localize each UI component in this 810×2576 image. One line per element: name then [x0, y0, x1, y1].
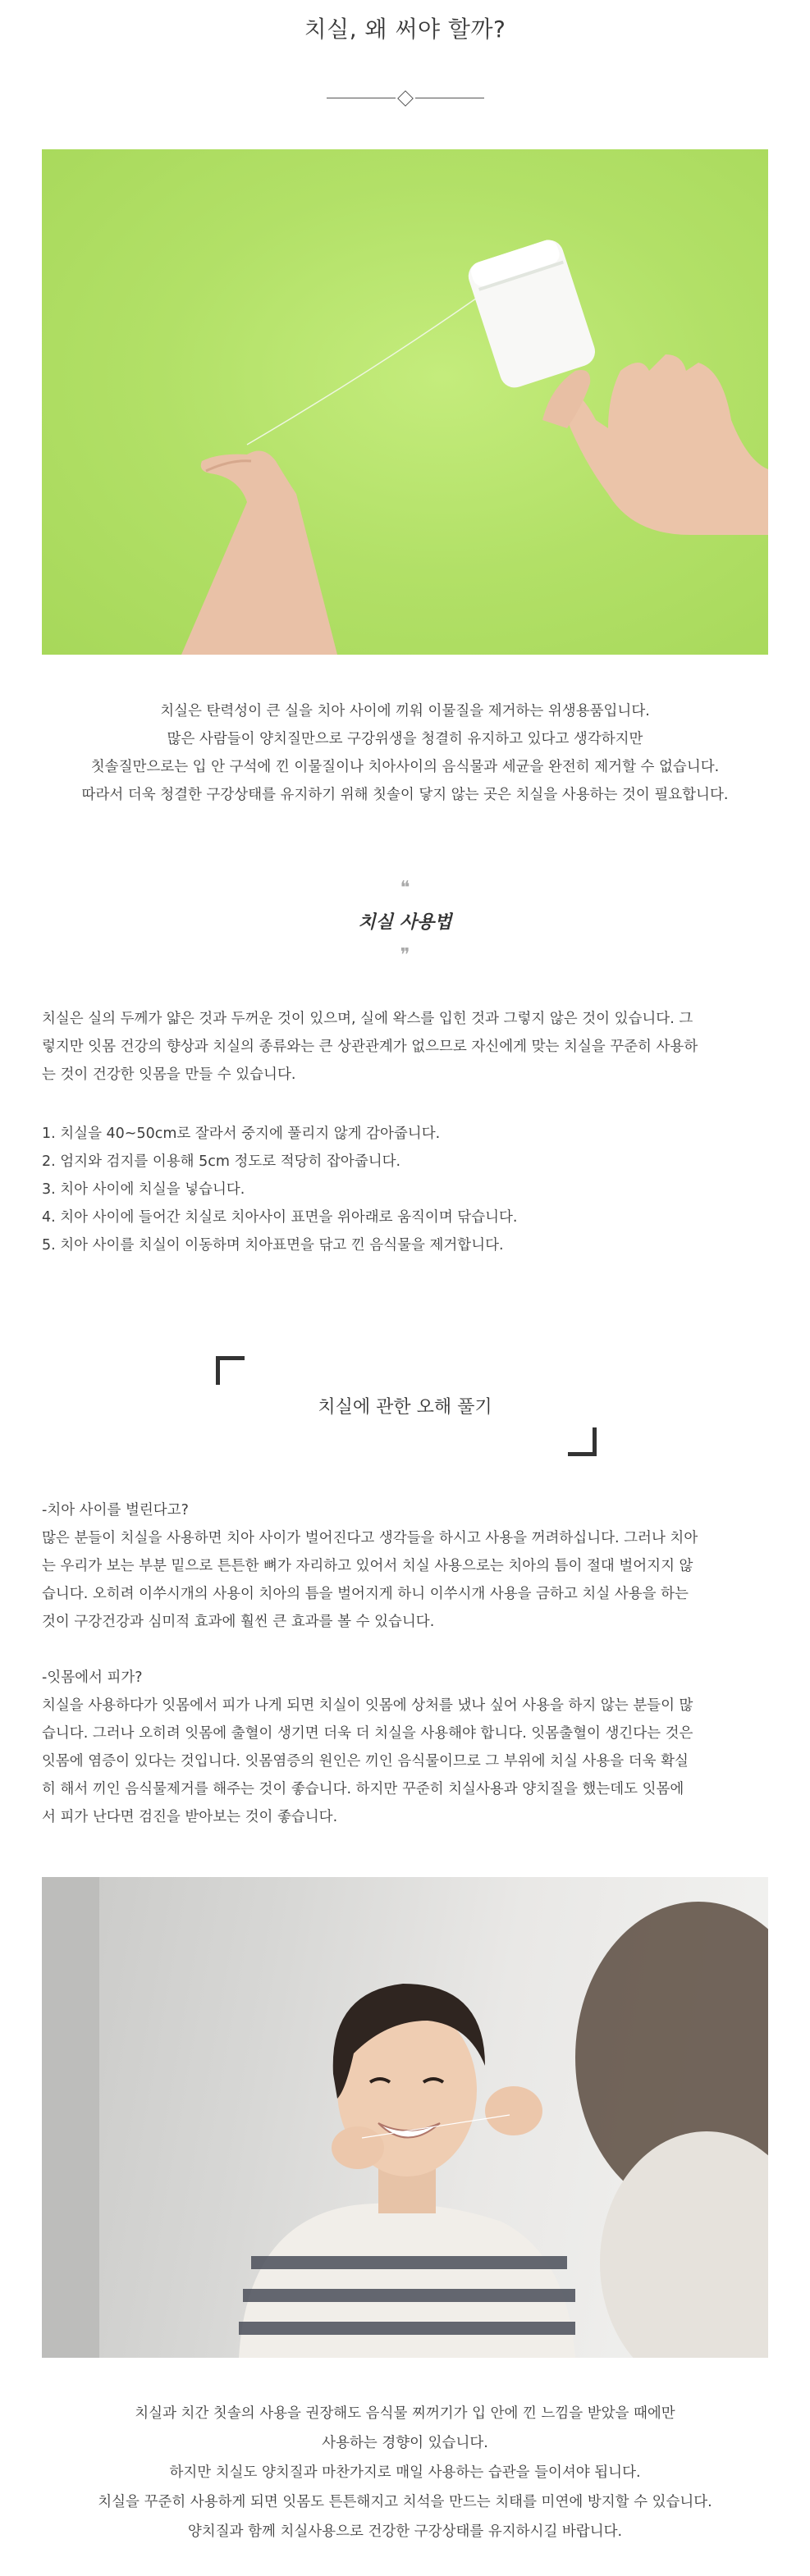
usage-line: 렇지만 잇몸 건강의 향상과 치실의 종류와는 큰 상관관계가 없으므로 자신에게 맞는 치실을 꾸준히 사용하 [42, 1039, 698, 1055]
intro-line: 치실은 탄력성이 큰 실을 치아 사이에 끼워 이물질을 제거하는 위생용품입니다. [160, 703, 650, 719]
closing-line: 사용하는 경향이 있습니다. [322, 2435, 488, 2451]
myth-line: 치실을 사용하다가 잇몸에서 피가 나게 되면 치실이 잇몸에 상처를 냈나 싶어 사용을 하지 않는 분들이 많 [42, 1697, 693, 1714]
closing-line: 양치질과 함께 치실사용으로 건강한 구강상태를 유지하시길 바랍니다. [187, 2523, 623, 2540]
closing-line: 치실을 꾸준히 사용하게 되면 잇몸도 튼튼해지고 치석을 만드는 치태를 미연에 방지할 수 있습니다. [98, 2494, 712, 2510]
myth-paragraph [42, 1524, 768, 1636]
myths-title: 치실에 관한 오해 풀기 [318, 1397, 492, 1418]
quote-close-icon: ❞ [400, 945, 410, 966]
page-title: 치실, 왜 써야 할까? [304, 16, 506, 43]
diamond-icon [397, 90, 414, 107]
list-item: 2. 엄지와 검지를 이용해 5cm 정도로 적당히 잡아줍니다. [42, 1153, 401, 1170]
closing-line: 치실과 치간 칫솔의 사용을 권장해도 음식물 찌꺼기가 입 안에 낀 느낌을 받았을 때에만 [135, 2405, 675, 2422]
usage-line: 는 것이 건강한 잇몸을 만들 수 있습니다. [42, 1066, 296, 1083]
intro-line: 따라서 더욱 청결한 구강상태를 유지하기 위해 칫솔이 닿지 않는 곳은 치실을 사용하는 것이 필요합니다. [81, 787, 729, 803]
intro-paragraph [0, 697, 810, 809]
myth-line: 습니다. 그러나 오히려 잇몸에 출혈이 생기면 더욱 더 치실을 사용해야 합니다. 잇몸출혈이 생긴다는 것은 [42, 1725, 693, 1742]
myth-line: 것이 구강건강과 심미적 효과에 훨씬 큰 효과를 볼 수 있습니다. [42, 1614, 435, 1630]
usage-steps-list [42, 1120, 768, 1259]
list-item: 3. 치아 사이에 치실을 넣습니다. [42, 1181, 245, 1198]
list-item: 4. 치아 사이에 들어간 치실로 치아사이 표면을 위아래로 움직이며 닦습니다. [42, 1209, 518, 1226]
myth-line: 습니다. 오히려 이쑤시개의 사용이 치아의 틈을 벌어지게 하니 이쑤시개 사용을 금하고 치실 사용을 하는 [42, 1586, 689, 1602]
usage-title: 치실 사용법 [358, 912, 452, 933]
closing-line: 하지만 치실도 양치질과 마찬가지로 매일 사용하는 습관을 들이셔야 됩니다. [169, 2464, 641, 2481]
myth-paragraph [42, 1692, 768, 1831]
list-item: 5. 치아 사이를 치실이 이동하며 치아표면을 닦고 낀 음식물을 제거합니다. [42, 1237, 504, 1254]
title-divider [327, 90, 484, 107]
corner-bracket-bottom-right [568, 1427, 597, 1456]
corner-bracket-top-left [216, 1356, 245, 1385]
myth-line: 잇몸에 염증이 있다는 것입니다. 잇몸염증의 원인은 끼인 음식물이므로 그 부위에 치실 사용을 더욱 확실 [42, 1753, 689, 1770]
closing-paragraph [0, 2399, 810, 2546]
usage-paragraph [42, 1005, 768, 1089]
intro-line: 많은 사람들이 양치질만으로 구강위생을 청결히 유지하고 있다고 생각하지만 [167, 731, 643, 747]
list-item: 1. 치실을 40~50cm로 잘라서 중지에 풀리지 않게 감아줍니다. [42, 1126, 441, 1142]
myth-heading: -치아 사이를 벌린다고? [42, 1502, 189, 1519]
usage-line: 치실은 실의 두께가 얇은 것과 두꺼운 것이 있으며, 실에 왁스를 입힌 것과 그렇지 않은 것이 있습니다. 그 [42, 1011, 693, 1027]
myth-heading: -잇몸에서 피가? [42, 1669, 143, 1686]
myth-line: 많은 분들이 치실을 사용하면 치아 사이가 벌어진다고 생각들을 하시고 사용을 꺼려하십니다. 그러나 치아 [42, 1530, 698, 1546]
intro-line: 칫솔질만으로는 입 안 구석에 낀 이물질이나 치아사이의 음식물과 세균을 완전히 제거할 수 없습니다. [90, 759, 720, 775]
man-flossing-photo [42, 1877, 768, 2358]
myth-line: 히 해서 끼인 음식물제거를 해주는 것이 좋습니다. 하지만 꾸준히 치실사용과 양치질을 했는데도 잇몸에 [42, 1781, 684, 1797]
myth-line: 서 피가 난다면 검진을 받아보는 것이 좋습니다. [42, 1809, 338, 1825]
myth-line: 는 우리가 보는 부분 밑으로 튼튼한 뼈가 자리하고 있어서 치실 사용으로는 치아의 틈이 절대 벌어지지 않 [42, 1558, 693, 1574]
floss-hands-photo [42, 149, 768, 655]
quote-open-icon: ❝ [400, 878, 410, 898]
